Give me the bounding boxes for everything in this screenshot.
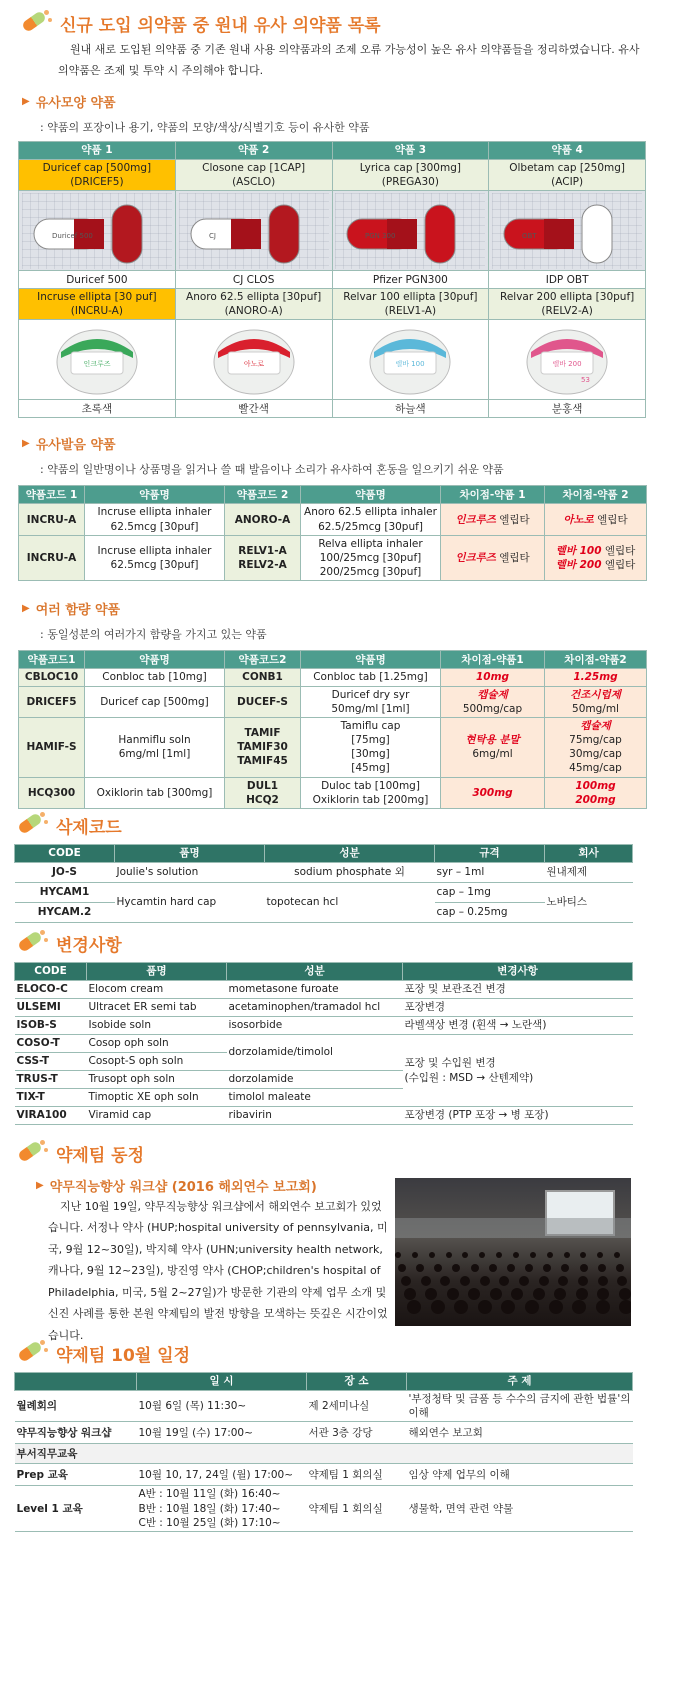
ingredient-cell: sodium phosphate 외 — [265, 863, 435, 883]
audience-head — [429, 1252, 435, 1258]
difference-cell: 인크루즈 엘립타 — [441, 504, 545, 535]
topic-cell: 해외연수 보고회 — [407, 1422, 633, 1444]
column-header: 성분 — [265, 845, 435, 863]
inhaler-image — [517, 322, 617, 398]
highlight-text: 캡슐제 — [580, 719, 611, 732]
drug-code-cell: ANORO-A — [225, 504, 301, 535]
schedule-table — [14, 1372, 633, 1532]
code-cell: VIRA100 — [15, 1107, 87, 1125]
table-row — [15, 1035, 633, 1053]
code-cell: COSO-T — [15, 1035, 87, 1053]
audience-head — [617, 1276, 627, 1286]
audience-head — [489, 1264, 497, 1272]
audience-head — [572, 1300, 586, 1314]
column-header: 차이점-약품2 — [545, 651, 647, 669]
drug-code-cell: DUCEF-S — [225, 686, 301, 717]
drug-name-cell: Duricef cap [500mg] — [85, 686, 225, 717]
svg-text:인크루즈: 인크루즈 — [83, 359, 111, 368]
section-title — [14, 1140, 664, 1166]
difference-cell: 캡슐제 75mg/cap 30mg/cap 45mg/cap — [545, 717, 647, 777]
event-cell: 약무직능향상 워크샵 — [15, 1422, 137, 1444]
code-cell: CSS-T — [15, 1053, 87, 1071]
deleted-table — [14, 844, 633, 923]
capsule-photo — [489, 191, 646, 271]
inhaler-photo — [332, 320, 489, 400]
audience-head — [440, 1276, 450, 1286]
column-header: CODE — [15, 963, 87, 981]
drug-name-cell: Anoro 62.5 ellipta [30puf] (ANORO-A) — [175, 289, 332, 320]
table-row — [19, 777, 647, 808]
strength-note: : 동일성분의 여러가지 함량을 가지고 있는 약품 — [40, 628, 267, 642]
audience-head — [404, 1288, 416, 1300]
column-header: 약품코드2 — [225, 651, 301, 669]
place-cell: 약제팀 1 회의실 — [307, 1464, 407, 1486]
team-news-title: 약제팀 동정 — [56, 1145, 145, 1166]
capsule-image — [335, 193, 485, 269]
audience-head — [452, 1264, 460, 1272]
column-header: 차이점-약품 1 — [441, 486, 545, 504]
change-cell: 포장변경 — [403, 999, 633, 1017]
workshop-photo — [395, 1178, 631, 1326]
svg-text:PGN 300: PGN 300 — [365, 231, 396, 240]
highlight-text: 렐바 200 — [555, 559, 602, 572]
audience-head — [471, 1264, 479, 1272]
photo-caption: 분홍색 — [489, 400, 646, 418]
pill-icon — [14, 1140, 48, 1166]
audience-head — [446, 1252, 452, 1258]
column-header: 약품 2 — [175, 141, 332, 159]
drug-name-cell: Olbetam cap [250mg] (ACIP) — [489, 159, 646, 190]
audience-head — [395, 1252, 401, 1258]
audience-head — [513, 1252, 519, 1258]
drug-code-cell: HAMIF-S — [19, 717, 85, 777]
drug-name-cell: Closone cap [1CAP] (ASCLO) — [175, 159, 332, 190]
audience-head — [425, 1288, 437, 1300]
section-title — [14, 930, 664, 956]
ingredient-cell: mometasone furoate — [227, 981, 403, 999]
audience-head — [616, 1264, 624, 1272]
table-row — [15, 1486, 633, 1532]
highlight-text: 아노로 — [563, 513, 594, 526]
drug-name-cell: Lyrica cap [300mg] (PREGA30) — [332, 159, 489, 190]
pill-icon — [18, 10, 52, 36]
highlight-text: 10mg — [475, 671, 510, 684]
audience-head — [468, 1288, 480, 1300]
svg-text:53: 53 — [581, 375, 591, 384]
photo-caption: IDP OBT — [489, 271, 646, 289]
ingredient-cell: acetaminophen/tramadol hcl — [227, 999, 403, 1017]
sound-subtitle — [22, 434, 662, 453]
change-cell: 포장변경 (PTP 포장 → 병 포장) — [403, 1107, 633, 1125]
table-row — [19, 686, 647, 717]
event-cell: 부서직무교육 — [15, 1444, 633, 1464]
photo-caption: Duricef 500 — [19, 271, 176, 289]
column-header: 약품명 — [85, 486, 225, 504]
photo-caption: 빨간색 — [175, 400, 332, 418]
product-name-cell: Cosopt-S oph soln — [87, 1053, 227, 1071]
column-header: 약품명 — [301, 651, 441, 669]
audience-head — [576, 1288, 588, 1300]
drug-code-cell: RELV1-A RELV2-A — [225, 535, 301, 581]
difference-cell: 인크루즈 엘립타 — [441, 535, 545, 581]
audience-head — [454, 1300, 468, 1314]
schedule-title: 약제팀 10월 일정 — [56, 1345, 191, 1366]
photo-caption: 하늘색 — [332, 400, 489, 418]
highlight-text: 300mg — [472, 786, 513, 799]
column-header: 성분 — [227, 963, 403, 981]
column-header: 품명 — [115, 845, 265, 863]
company-cell: 원내제제 — [545, 863, 633, 883]
inhaler-image — [360, 322, 460, 398]
change-cell: 라벨색상 변경 (흰색 → 노란색) — [403, 1017, 633, 1035]
column-header: 약품명 — [301, 486, 441, 504]
drug-name-cell: Tamiflu cap [75mg] [30mg] [45mg] — [301, 717, 441, 777]
product-name-cell: Timoptic XE oph soln — [87, 1089, 227, 1107]
difference-cell — [441, 669, 545, 686]
inhaler-image — [204, 322, 304, 398]
shape-subtitle — [22, 92, 662, 111]
drug-name-cell: Conbloc tab [10mg] — [85, 669, 225, 686]
deleted-title: 삭제코드 — [56, 817, 122, 838]
changes-title: 변경사항 — [56, 935, 122, 956]
audience-head — [549, 1300, 563, 1314]
table-row — [15, 1464, 633, 1486]
section-team-news — [14, 1140, 664, 1342]
audience-head — [501, 1300, 515, 1314]
highlight-text: 인크루즈 — [455, 551, 496, 564]
audience-head — [412, 1252, 418, 1258]
table-row — [19, 717, 647, 777]
difference-cell: 건조시럽제 50mg/ml — [545, 686, 647, 717]
column-header: 약품코드 2 — [225, 486, 301, 504]
audience-head — [479, 1252, 485, 1258]
audience-head — [499, 1276, 509, 1286]
event-cell: Level 1 교육 — [15, 1486, 137, 1532]
column-header: 약품 4 — [489, 141, 646, 159]
drug-name-cell: Relvar 100 ellipta [30puf] (RELV1-A) — [332, 289, 489, 320]
column-header: 약품코드 1 — [19, 486, 85, 504]
pill-icon — [14, 812, 48, 838]
audience-head — [598, 1276, 608, 1286]
svg-text:OBT: OBT — [522, 231, 537, 240]
column-header: 약품 3 — [332, 141, 489, 159]
time-cell: 10월 19일 (수) 17:00~ — [137, 1422, 307, 1444]
time-cell: A반 : 10월 11일 (화) 16:40~ B반 : 10월 18일 (화) 17:40~ C반 : 10월 25일 (화) 17:10~ — [137, 1486, 307, 1532]
column-header: 변경사항 — [403, 963, 633, 981]
ingredient-cell: isosorbide — [227, 1017, 403, 1035]
svg-text:CJ: CJ — [208, 231, 216, 240]
product-name-cell: Viramid cap — [87, 1107, 227, 1125]
audience-head — [519, 1276, 529, 1286]
audience-head — [558, 1276, 568, 1286]
sound-title: 유사발음 약품 — [35, 438, 116, 454]
audience-head — [596, 1300, 610, 1314]
workshop-title: 약무직능향상 워크샵 (2016 해외연수 보고회) — [49, 1180, 317, 1195]
audience-head — [533, 1288, 545, 1300]
column-header: 약품명 — [85, 651, 225, 669]
audience-head — [447, 1288, 459, 1300]
sound-note: : 약품의 일반명이나 상품명을 읽거나 쓸 때 발음이나 소리가 유사하여 혼동을 일으키기 쉬운 약품 — [40, 463, 504, 477]
column-header: 차이점-약품1 — [441, 651, 545, 669]
pill-icon — [14, 930, 48, 956]
change-cell: 포장 및 수입원 변경 (수입원 : MSD → 산텐제약) — [403, 1035, 633, 1107]
strength-subtitle — [22, 599, 662, 618]
svg-text:렐바 200: 렐바 200 — [552, 359, 582, 368]
audience-head — [561, 1264, 569, 1272]
drug-code-cell: CONB1 — [225, 669, 301, 686]
product-name-cell: Ultracet ER semi tab — [87, 999, 227, 1017]
drug-name-cell: Incruse ellipta [30 puf] (INCRU-A) — [19, 289, 176, 320]
intro-text: 원내 새로 도입된 의약품 중 기존 원내 사용 의약품과의 조제 오류 가능성이 높은 유사 의약품들을 정리하였습니다. 유사 의약품은 조제 및 투약 시 주의해야 합니다. — [58, 43, 640, 77]
product-name-cell: Joulie's solution — [115, 863, 265, 883]
topic-cell: 임상 약제 업무의 이해 — [407, 1464, 633, 1486]
audience-head — [598, 1264, 606, 1272]
svg-text:렐바 100: 렐바 100 — [395, 359, 425, 368]
topic-cell: 생물학, 면역 관련 약물 — [407, 1486, 633, 1532]
ingredient-cell: topotecan hcl — [265, 883, 435, 923]
topic-cell: '부정청탁 및 금품 등 수수의 금지에 관한 법률'의 이해 — [407, 1391, 633, 1422]
triangle-bullet-icon: ▶ — [22, 438, 30, 450]
ingredient-cell: timolol maleate — [227, 1089, 403, 1107]
audience-head — [511, 1288, 523, 1300]
audience-head — [496, 1252, 502, 1258]
audience-head — [462, 1252, 468, 1258]
capsule-photo — [19, 191, 176, 271]
audience-head — [398, 1264, 406, 1272]
table-row — [15, 981, 633, 999]
drug-name-cell: Oxiklorin tab [300mg] — [85, 777, 225, 808]
audience-head — [539, 1276, 549, 1286]
event-cell: Prep 교육 — [15, 1464, 137, 1486]
place-cell: 서관 3층 강당 — [307, 1422, 407, 1444]
drug-name-cell: Duricef cap [500mg] (DRICEF5) — [19, 159, 176, 190]
drug-code-cell: TAMIF TAMIF30 TAMIF45 — [225, 717, 301, 777]
difference-cell — [545, 669, 647, 686]
sound-table — [18, 485, 647, 581]
audience-head — [525, 1300, 539, 1314]
audience-head — [525, 1264, 533, 1272]
highlight-text: 1.25mg — [573, 671, 618, 684]
audience-head — [619, 1288, 631, 1300]
ingredient-cell: dorzolamide/timolol — [227, 1035, 403, 1071]
drug-name-cell: Relva ellipta inhaler 100/25mcg [30puf] 200/25mcg [30puf] — [301, 535, 441, 581]
column-header: 품명 — [87, 963, 227, 981]
audience-head — [547, 1252, 553, 1258]
difference-cell — [441, 777, 545, 808]
table-row — [15, 883, 633, 903]
place-cell: 제 2세미나실 — [307, 1391, 407, 1422]
section-title — [18, 10, 662, 36]
audience-head — [401, 1276, 411, 1286]
column-header: 약품코드1 — [19, 651, 85, 669]
section-schedule — [14, 1340, 664, 1532]
code-cell: ISOB-S — [15, 1017, 87, 1035]
section-new-drugs — [18, 10, 662, 809]
drug-name-cell: Duloc tab [100mg] Oxiklorin tab [200mg] — [301, 777, 441, 808]
ingredient-cell: dorzolamide — [227, 1071, 403, 1089]
section-title — [14, 1340, 664, 1366]
inhaler-photo — [489, 320, 646, 400]
pill-icon — [14, 1340, 48, 1366]
code-cell: TIX-T — [15, 1089, 87, 1107]
capsule-image — [492, 193, 642, 269]
product-name-cell: Hycamtin hard cap — [115, 883, 265, 923]
audience-head — [597, 1288, 609, 1300]
difference-cell: 아노로 엘립타 — [545, 504, 647, 535]
column-header: 규격 — [435, 845, 545, 863]
audience-head — [480, 1276, 490, 1286]
time-cell: 10월 10, 17, 24일 (월) 17:00~ — [137, 1464, 307, 1486]
column-header: 회사 — [545, 845, 633, 863]
table-row — [15, 1391, 633, 1422]
change-cell: 포장 및 보관조건 변경 — [403, 981, 633, 999]
table-row — [19, 535, 647, 581]
triangle-bullet-icon: ▶ — [22, 95, 30, 107]
capsule-image — [179, 193, 329, 269]
drug-code-cell: DUL1 HCQ2 — [225, 777, 301, 808]
drug-name-cell: Hanmiflu soln 6mg/ml [1ml] — [85, 717, 225, 777]
code-cell: TRUS-T — [15, 1071, 87, 1089]
code-cell: JO-S — [15, 863, 115, 883]
column-header: CODE — [15, 845, 115, 863]
audience-head — [407, 1300, 421, 1314]
drug-name-cell: Relvar 200 ellipta [30puf] (RELV2-A) — [489, 289, 646, 320]
shape-title: 유사모양 약품 — [35, 95, 116, 111]
audience-head — [490, 1288, 502, 1300]
audience-head — [507, 1264, 515, 1272]
difference-cell: 렐바 100 엘립타 렐바 200 엘립타 — [545, 535, 647, 581]
code-cell: ELOCO-C — [15, 981, 87, 999]
highlight-text: 인크루즈 — [455, 513, 496, 526]
spec-cell: cap – 0.25mg — [435, 903, 545, 923]
code-cell: HYCAM.2 — [15, 903, 115, 923]
audience-head — [554, 1288, 566, 1300]
section-changes — [14, 930, 664, 1125]
drug-code-cell: INCRU-A — [19, 504, 85, 535]
audience-head — [564, 1252, 570, 1258]
photo-caption: 초록색 — [19, 400, 176, 418]
strength-table — [18, 650, 647, 809]
inhaler-image — [47, 322, 147, 398]
photo-caption: CJ CLOS — [175, 271, 332, 289]
code-cell: HYCAM1 — [15, 883, 115, 903]
triangle-bullet-icon: ▶ — [22, 603, 30, 615]
column-header — [15, 1373, 137, 1391]
drug-code-cell: CBLOC10 — [19, 669, 85, 686]
audience-head — [580, 1264, 588, 1272]
company-cell: 노바티스 — [545, 883, 633, 923]
event-cell: 월례회의 — [15, 1391, 137, 1422]
table-row — [15, 1444, 633, 1464]
table-row — [19, 504, 647, 535]
inhaler-photo — [175, 320, 332, 400]
audience-head — [421, 1276, 431, 1286]
audience-head — [431, 1300, 445, 1314]
ingredient-cell: ribavirin — [227, 1107, 403, 1125]
column-header: 일 시 — [137, 1373, 307, 1391]
time-cell: 10월 6일 (목) 11:30~ — [137, 1391, 307, 1422]
table-row — [15, 1017, 633, 1035]
spec-cell: syr – 1ml — [435, 863, 545, 883]
changes-table — [14, 962, 633, 1125]
drug-name-cell: Incruse ellipta inhaler 62.5mcg [30puf] — [85, 504, 225, 535]
table-row — [15, 999, 633, 1017]
highlight-text: 현탁용 분말 — [465, 734, 520, 747]
product-name-cell: Elocom cream — [87, 981, 227, 999]
section-title — [14, 812, 664, 838]
place-cell: 약제팀 1 회의실 — [307, 1486, 407, 1532]
drug-name-cell: Conbloc tab [1.25mg] — [301, 669, 441, 686]
highlight-text: 캡슐제 — [477, 688, 508, 701]
product-name-cell: Trusopt oph soln — [87, 1071, 227, 1089]
highlight-text: 100mg — [575, 779, 616, 792]
svg-text:아노로: 아노로 — [243, 359, 264, 368]
highlight-text: 렐바 100 — [555, 544, 602, 557]
triangle-bullet-icon: ▶ — [36, 1180, 44, 1191]
capsule-photo — [332, 191, 489, 271]
audience-head — [614, 1252, 620, 1258]
difference-cell: 캡슐제 500mg/cap — [441, 686, 545, 717]
workshop-body: 지난 10월 19일, 약무직능향상 워크샵에서 해외연수 보고회가 있었습니다. 서정나 약사 (HUP;hospital university of pennsylvania, 미국, 9월 12~30일), 박지혜 약사 (UHN;university health network, 캐나다, 9월 12~23일), 방진영 약사 (CHOP;children's hospital of Philadelphia, 미국, 5월 2~27일)가 방문한 기관의 약제 업무 소개 및 신진 사례를 통한 본원 약제팀의 발전 방향을 모색하는 뜻깊은 시간이었습니다. — [48, 1200, 388, 1342]
table-row — [19, 669, 647, 686]
table-row — [15, 1422, 633, 1444]
column-header: 주 제 — [407, 1373, 633, 1391]
capsule-photo — [175, 191, 332, 271]
highlight-text: 200mg — [575, 793, 616, 806]
section-deleted — [14, 812, 664, 923]
shape-table — [18, 141, 646, 419]
shape-note: : 약품의 포장이나 용기, 약품의 모양/색상/식별기호 등이 유사한 약품 — [40, 120, 370, 134]
drug-name-cell: Duricef dry syr 50mg/ml [1ml] — [301, 686, 441, 717]
table-row — [15, 863, 633, 883]
column-header: 약품 1 — [19, 141, 176, 159]
drug-name-cell: Incruse ellipta inhaler 62.5mcg [30puf] — [85, 535, 225, 581]
audience-head — [580, 1252, 586, 1258]
product-name-cell: Cosop oph soln — [87, 1035, 227, 1053]
difference-cell: 현탁용 분말 6mg/ml — [441, 717, 545, 777]
inhaler-photo — [19, 320, 176, 400]
audience-head — [597, 1252, 603, 1258]
drug-code-cell: DRICEF5 — [19, 686, 85, 717]
difference-cell — [545, 777, 647, 808]
audience-head — [578, 1276, 588, 1286]
column-header: 장 소 — [307, 1373, 407, 1391]
code-cell: ULSEMI — [15, 999, 87, 1017]
audience-head — [416, 1264, 424, 1272]
strength-title: 여러 함량 약품 — [35, 603, 121, 619]
svg-text:Duricef 500: Duricef 500 — [51, 231, 93, 240]
capsule-image — [22, 193, 172, 269]
table-row — [15, 1107, 633, 1125]
audience-head — [530, 1252, 536, 1258]
photo-caption: Pfizer PGN300 — [332, 271, 489, 289]
audience-head — [543, 1264, 551, 1272]
audience-head — [619, 1300, 631, 1314]
audience-head — [478, 1300, 492, 1314]
drug-code-cell: INCRU-A — [19, 535, 85, 581]
highlight-text: 건조시럽제 — [570, 688, 621, 701]
audience-head — [460, 1276, 470, 1286]
column-header: 차이점-약품 2 — [545, 486, 647, 504]
audience-head — [434, 1264, 442, 1272]
product-name-cell: Isobide soln — [87, 1017, 227, 1035]
drug-code-cell: HCQ300 — [19, 777, 85, 808]
new-drugs-title: 신규 도입 의약품 중 원내 유사 의약품 목록 — [60, 15, 381, 36]
spec-cell: cap – 1mg — [435, 883, 545, 903]
drug-name-cell: Anoro 62.5 ellipta inhaler 62.5/25mcg [30puf] — [301, 504, 441, 535]
